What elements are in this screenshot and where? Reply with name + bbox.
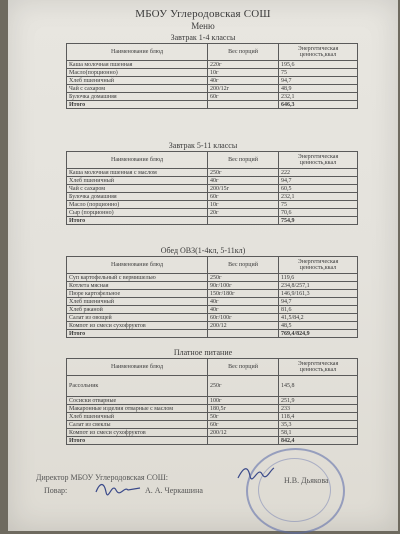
dish-name: Булочка домашняя [67, 93, 208, 101]
table-row [67, 201, 358, 209]
energy: 81,6 [279, 306, 358, 314]
total-value: 754,9 [279, 217, 358, 225]
dish-name: Пюре картофельное [67, 290, 208, 298]
dish-name: Котлета мясная [67, 282, 208, 290]
table-breakfast-1-4 [66, 43, 358, 109]
total-label: Итого [67, 217, 208, 225]
total-row [67, 217, 358, 225]
portion: 20г [208, 209, 279, 217]
table-row [67, 322, 358, 330]
table-row [67, 169, 358, 177]
energy: 232,1 [279, 93, 358, 101]
portion: 40г [208, 77, 279, 85]
portion: 10г [208, 201, 279, 209]
total-row [67, 330, 358, 338]
energy: 75 [279, 201, 358, 209]
portion: 10г [208, 69, 279, 77]
col-portion: Вес порций [208, 44, 279, 61]
energy: 58,1 [279, 429, 358, 437]
portion: 200/12 [208, 429, 279, 437]
total-value: 769,4/824,9 [279, 330, 358, 338]
portion: 200/15г [208, 185, 279, 193]
dish-name: Компот из смеси сухофруктов [67, 322, 208, 330]
dish-name: Хлеб пшеничный [67, 413, 208, 421]
energy: 145,8 [279, 376, 358, 397]
portion: 60г [208, 421, 279, 429]
table-row [67, 314, 358, 322]
dish-name: Сосиски отварные [67, 397, 208, 405]
energy: 35,3 [279, 421, 358, 429]
table-row [67, 93, 358, 101]
portion: 250г [208, 169, 279, 177]
table-row [67, 193, 358, 201]
energy: 234,8/257,1 [279, 282, 358, 290]
director-signature [236, 462, 276, 484]
table-row [67, 421, 358, 429]
energy: 48,5 [279, 322, 358, 330]
table-row [67, 274, 358, 282]
table-row [67, 429, 358, 437]
energy: 146,9/161,3 [279, 290, 358, 298]
dish-name: Сыр (порционно) [67, 209, 208, 217]
energy: 119,6 [279, 274, 358, 282]
portion: 200/12 [208, 322, 279, 330]
total-value: 646,3 [279, 101, 358, 109]
dish-name: Хлеб пшеничный [67, 298, 208, 306]
dish-name: Хлеб ржаной [67, 306, 208, 314]
total-row [67, 101, 358, 109]
portion: 150г/180г [208, 290, 279, 298]
dish-name: Каша молочная пшенная [67, 61, 208, 69]
table-row [67, 177, 358, 185]
energy: 41,5/84,2 [279, 314, 358, 322]
energy: 48,9 [279, 85, 358, 93]
table-breakfast-5-11 [66, 151, 358, 225]
energy: 75 [279, 69, 358, 77]
table-row [67, 290, 358, 298]
portion: 250г [208, 274, 279, 282]
table-row [67, 61, 358, 69]
cook-name: А. А. Черкашина [145, 486, 203, 495]
total-value: 842,4 [279, 437, 358, 445]
table-paid [66, 358, 358, 445]
dish-name: Салат из овощей [67, 314, 208, 322]
portion: 60г [208, 93, 279, 101]
portion: 250г [208, 376, 279, 397]
dish-name: Масло (порционно) [67, 201, 208, 209]
table-row [67, 405, 358, 413]
energy: 94,7 [279, 77, 358, 85]
menu-sheet [8, 0, 398, 531]
dish-name: Суп картофельный с вермишелью [67, 274, 208, 282]
table-row [67, 209, 358, 217]
table-row [67, 85, 358, 93]
table-row [67, 77, 358, 85]
section-title-lunch: Обед ОВЗ(1-4кл, 5-11кл) [160, 246, 246, 255]
col-energy: Энергетическая ценность,ккал [279, 359, 358, 376]
total-label: Итого [67, 101, 208, 109]
dish-name: Чай с сахаром [67, 85, 208, 93]
dish-name: Салат из свеклы [67, 421, 208, 429]
dish-name: Булочка домашняя [67, 193, 208, 201]
col-name: Наименование блюд [67, 359, 208, 376]
dish-name: Макаронные изделия отварные с маслом [67, 405, 208, 413]
total-label: Итого [67, 437, 208, 445]
section-title-breakfast-1-4: Завтрак 1-4 классы [170, 33, 236, 42]
energy: 94,7 [279, 177, 358, 185]
portion: 220г [208, 61, 279, 69]
portion: 40г [208, 298, 279, 306]
portion: 50г [208, 413, 279, 421]
table-row [67, 298, 358, 306]
table-row [67, 185, 358, 193]
table-row [67, 376, 358, 397]
page-title: Меню [191, 21, 215, 31]
portion: 60г [208, 193, 279, 201]
dish-name: Каша молочная пшенная с маслом [67, 169, 208, 177]
director-label: Директор МБОУ Углеродовская СОШ: [36, 473, 169, 482]
total-row [67, 437, 358, 445]
energy: 222 [279, 169, 358, 177]
portion: 100г [208, 397, 279, 405]
portion: 200/12г [208, 85, 279, 93]
dish-name: Хлеб пшеничный [67, 77, 208, 85]
col-portion: Вес порций [208, 359, 279, 376]
energy: 232,1 [279, 193, 358, 201]
section-title-paid: Платное питание [173, 348, 233, 357]
table-row [67, 306, 358, 314]
section-title-breakfast-5-11: Завтрак 5-11 классы [168, 141, 238, 150]
portion: 90г/100г [208, 282, 279, 290]
energy: 233 [279, 405, 358, 413]
energy: 70,6 [279, 209, 358, 217]
portion: 40г [208, 177, 279, 185]
col-energy: Энергетическая ценность,ккал [279, 257, 358, 274]
portion: 60г/100г [208, 314, 279, 322]
table-row [67, 413, 358, 421]
cook-label: Повар: [44, 486, 68, 495]
portion: 180,5г [208, 405, 279, 413]
director-name: Н.В. Дьякова [284, 476, 329, 485]
dish-name: Чай с сахаром [67, 185, 208, 193]
col-portion: Вес порций [208, 257, 279, 274]
dish-name: Хлеб пшеничный [67, 177, 208, 185]
table-lunch [66, 256, 358, 338]
dish-name: Рассольник [67, 376, 208, 397]
dish-name: Масло(порционно) [67, 69, 208, 77]
table-row [67, 282, 358, 290]
table-row [67, 397, 358, 405]
col-portion: Вес порций [208, 152, 279, 169]
energy: 251,9 [279, 397, 358, 405]
total-label: Итого [67, 330, 208, 338]
school-name: МБОУ Углеродовская СОШ [135, 8, 271, 20]
cook-signature [94, 480, 144, 498]
col-name: Наименование блюд [67, 257, 208, 274]
energy: 94,7 [279, 298, 358, 306]
energy: 118,4 [279, 413, 358, 421]
energy: 60,5 [279, 185, 358, 193]
col-name: Наименование блюд [67, 152, 208, 169]
col-energy: Энергетическая ценность,ккал [279, 44, 358, 61]
portion: 40г [208, 306, 279, 314]
col-name: Наименование блюд [67, 44, 208, 61]
dish-name: Компот из смеси сухофруктов [67, 429, 208, 437]
table-row [67, 69, 358, 77]
energy: 195,6 [279, 61, 358, 69]
col-energy: Энергетическая ценность,ккал [279, 152, 358, 169]
